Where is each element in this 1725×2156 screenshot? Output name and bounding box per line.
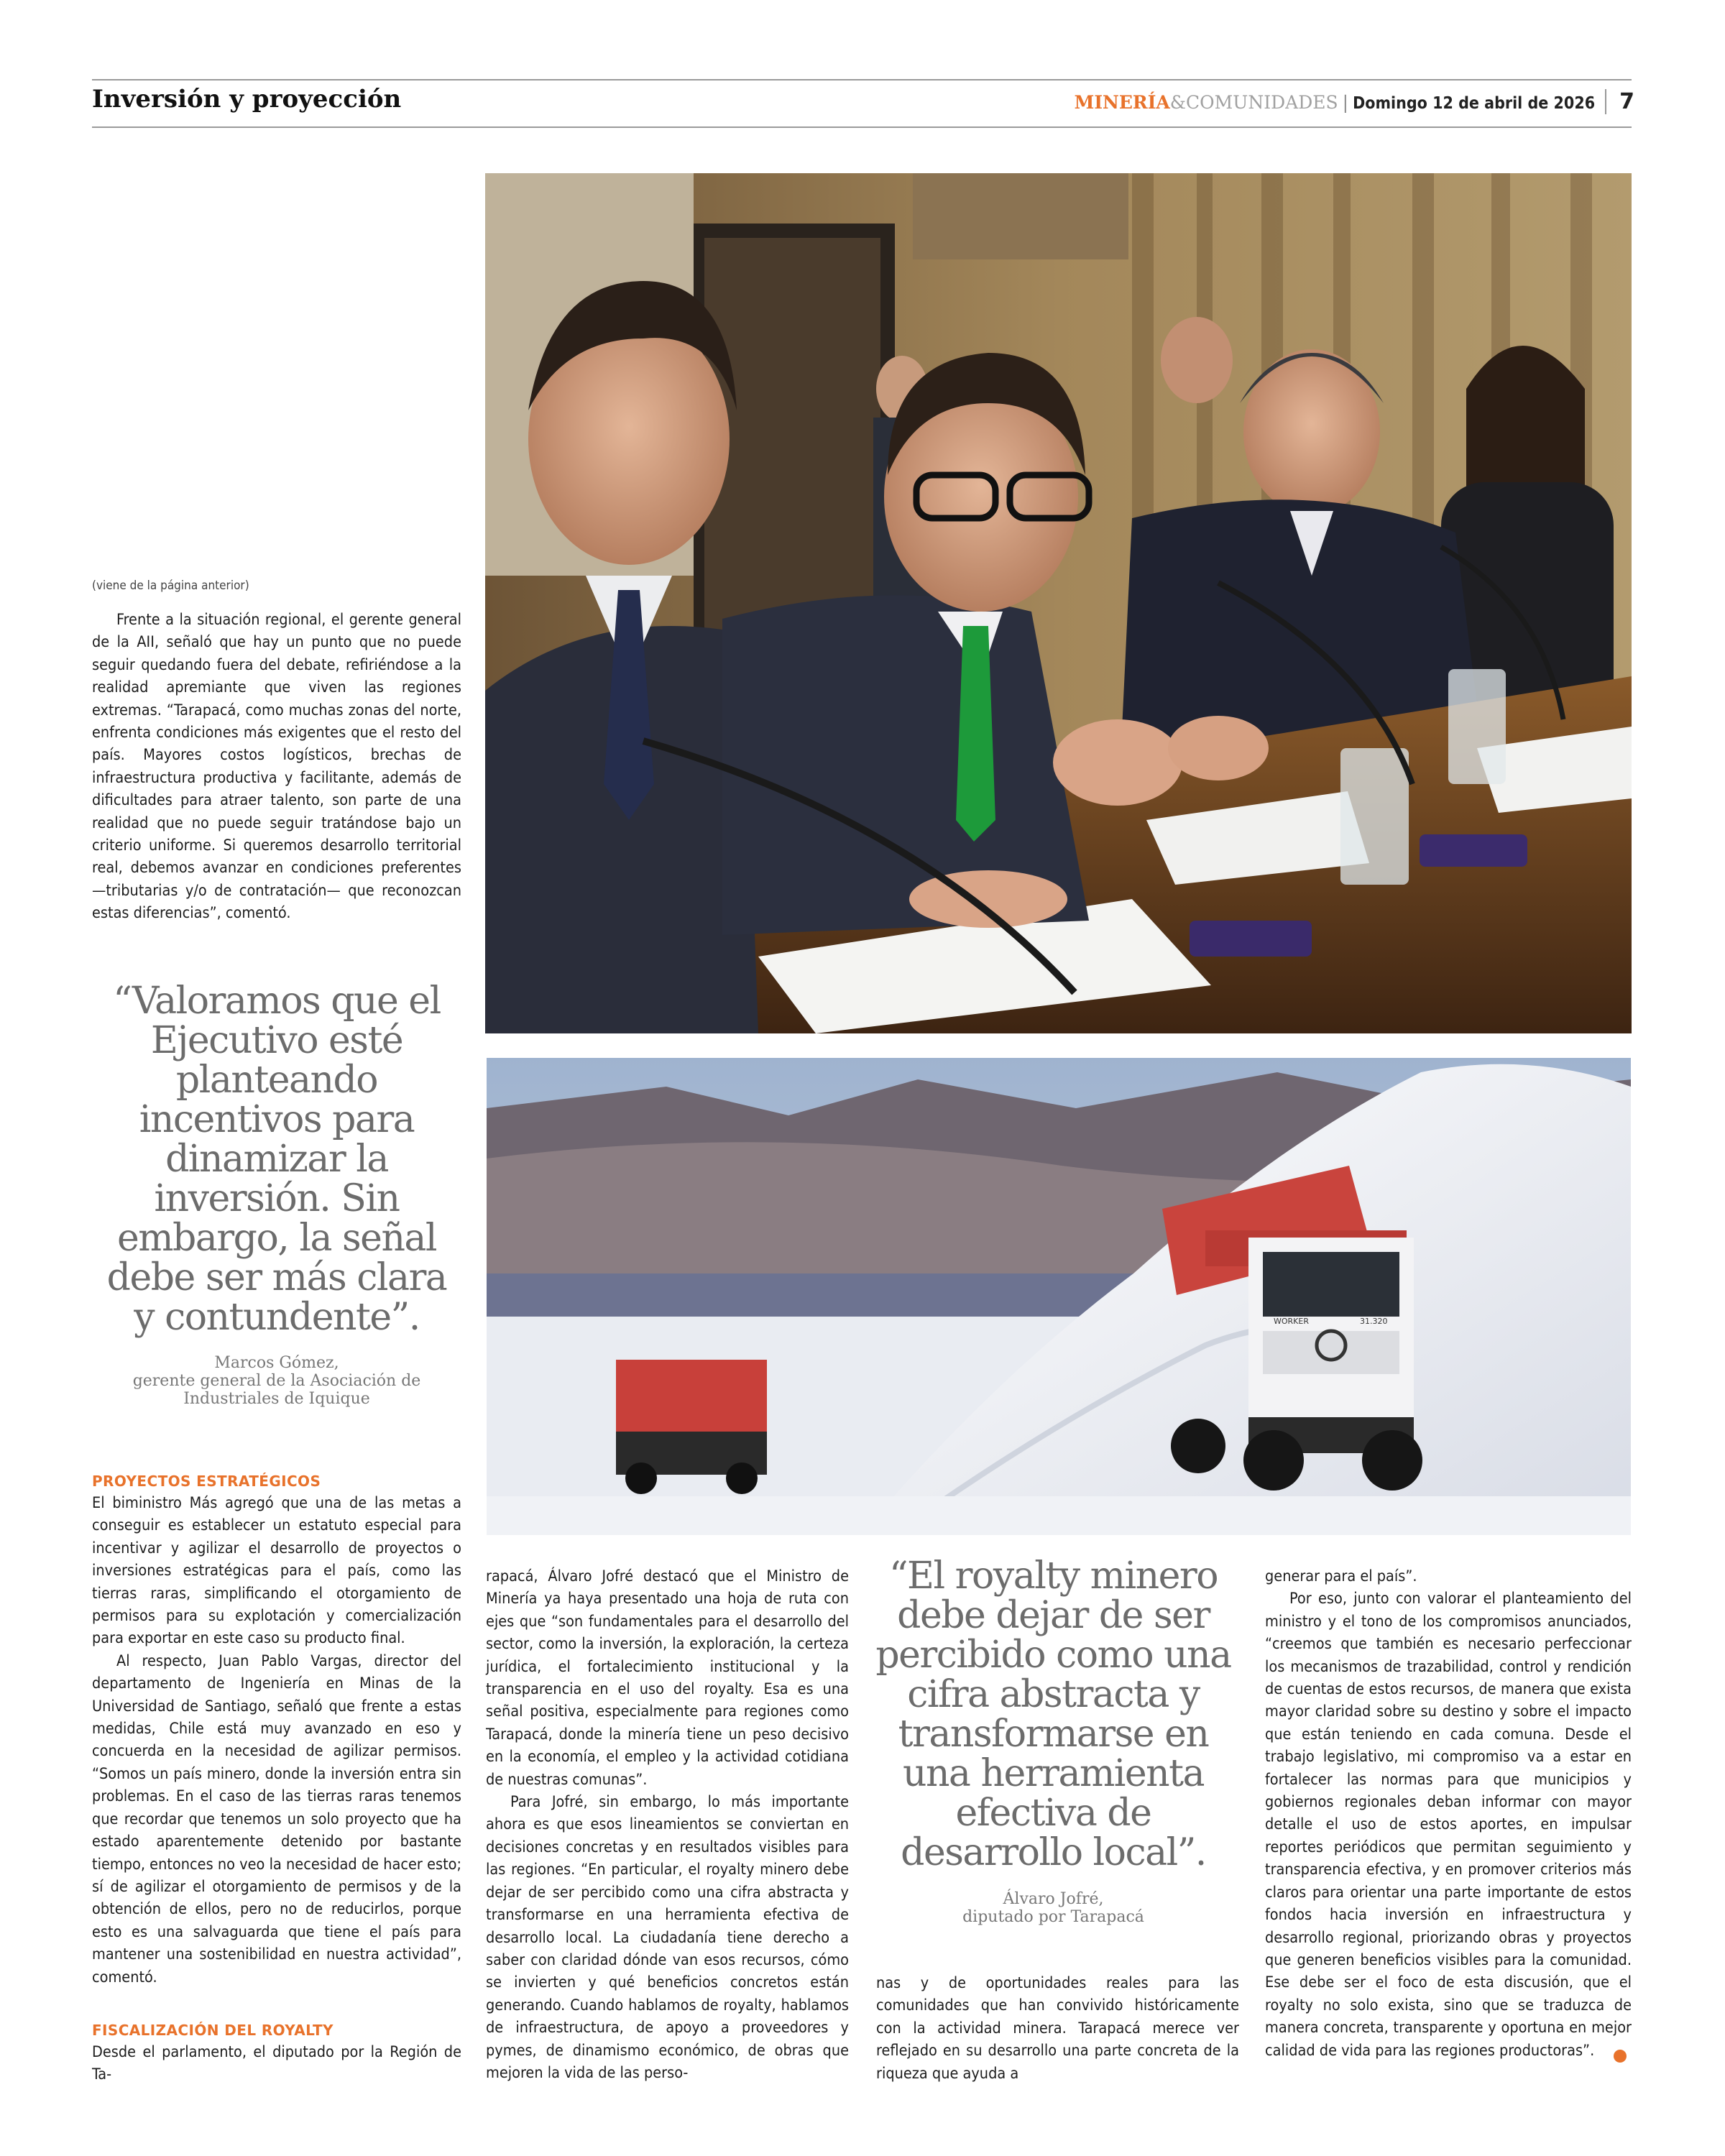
issue-date: Domingo 12 de abril de 2026 bbox=[1353, 94, 1596, 113]
subhead-fiscalizacion: FISCALIZACIÓN DEL ROYALTY bbox=[92, 2022, 334, 2039]
paragraph: rapacá, Álvaro Jofré destacó que el Ministro de Minería ya haya presentado una hoja de ruta con ejes que “son fundamentales para el desarrollo del sector, como la inversión, la exploración, la certeza jurídica, el fortalecimiento institucional y la transparencia en el uso del royalty. Esa es una señal positiva, especialmente para regiones como Tarapacá, donde la minería tiene un peso decisivo en la economía, el empleo y la actividad cotidiana de nuestras comunas”. bbox=[486, 1567, 849, 1789]
section-title: Inversión y proyección bbox=[92, 85, 402, 114]
header-top-rule bbox=[92, 79, 1632, 80]
photo-salt-trucks bbox=[487, 1058, 1631, 1535]
quote-role: gerente general de la Asociación de Industriales de Iquique bbox=[132, 1372, 421, 1408]
header-bottom-rule bbox=[92, 126, 1632, 128]
paragraph: El biministro Más agregó que una de las metas a conseguir es establecer un estatuto especial para incentivar y agilizar el desarrollo de proyectos o inversiones estratégicas para el país, como las tierras raras, simplificando el otorgamiento de permisos para su explotación y comercialización para exportar en este caso su producto final. bbox=[92, 1494, 461, 1648]
quote-name: Álvaro Jofré, bbox=[1003, 1890, 1104, 1908]
paragraph: Para Jofré, sin embargo, lo más importante ahora es que esos lineamientos se conviertan en decisiones concretas y en resultados visibles para las regiones. “En particular, el royalty minero debe dejar de ser percibido como una cifra abstracta y transformarse en una herramienta efectiva de desarrollo local. La ciudadanía tiene derecho a saber con claridad dónde van esos recursos, cómo se invierten y qué beneficios concretos están generando. Cuando hablamos de royalty, hablamos de infraestructura, de apoyo a proveedores y pymes, de dinamismo económico, de obras que mejoren la vida de las perso- bbox=[486, 1793, 849, 2082]
column-1-body bbox=[92, 1492, 461, 1989]
quote-attribution-gomez bbox=[92, 1354, 461, 1408]
column-2 bbox=[486, 1565, 849, 2084]
continued-note: (viene de la página anterior) bbox=[92, 579, 249, 593]
paragraph: Frente a la situación regional, el gerente general de la AII, señaló que hay un punto que no puede seguir quedando fuera del debate, refiriéndose a la realidad apremiante que viven las regiones extremas. “Tarapacá, como muchas zonas del norte, enfrenta condiciones más exigentes que el resto del país. Mayores costos logísticos, brechas de infraestructura productiva y facilitante, además de dificultades para atraer talento, son parte de una realidad que no puede seguir tratándose bajo un criterio uniforme. Si queremos desarrollo territorial real, debemos avanzar en condiciones preferentes —tributarias y/o de contratación— que reconozcan estas diferencias”, comentó. bbox=[92, 611, 461, 923]
article-end-mark bbox=[1614, 2050, 1627, 2063]
paragraph: nas y de oportunidades reales para las comunidades que han convivido históricamente con la actividad minera. Tarapacá merece ver reflejado en su desarrollo una parte concreta de la riqueza que ayuda a bbox=[876, 1974, 1239, 2083]
column-3 bbox=[876, 1972, 1239, 2085]
quote-role: diputado por Tarapacá bbox=[962, 1908, 1144, 1926]
paragraph: Al respecto, Juan Pablo Vargas, director del departamento de Ingeniería en Minas de la Universidad de Santiago, señaló que frente a estas medidas, Chile está muy avanzado en eso y concuerda en la necesidad de agilizar permisos. “Somos un país minero, donde la inversión entra sin problemas. En el caso de las tierras raras tenemos que recordar que tenemos un solo proyecto que ha estado aparentemente detenido por bastante tiempo, entonces no veo la necesidad de hacer esto; sí de agilizar el otorgamiento de permisos y de la obtención de ellos, pero no de reducirlos, porque esto es una salvaguarda que tiene el país para mantener una sostenibilidad en nuestra actividad”, comentó. bbox=[92, 1651, 461, 1986]
pull-quote-jofre: “El royalty minero debe dejar de ser percibido como una cifra abstracta y transformarse en una herramienta efectiva de desarrollo local”. bbox=[875, 1554, 1231, 1874]
truck-model: 31.320 bbox=[1360, 1317, 1388, 1326]
column-1-intro bbox=[92, 609, 461, 925]
photo-press-conference bbox=[485, 173, 1632, 1033]
brand-primary: MINERÍA bbox=[1074, 92, 1170, 113]
quote-attribution-jofre bbox=[872, 1890, 1235, 1926]
salt-trucks-illustration bbox=[487, 1058, 1631, 1535]
paragraph: Por eso, junto con valorar el planteamiento del ministro y el tono de los compromisos anunciados, “creemos que también es necesario perfeccionar los mecanismos de trazabilidad, control y rendición de cuentas de estos recursos, de manera que exista mayor claridad sobre su destino y sobre el impacto que están teniendo en cada comuna. Desde el trabajo legislativo, mi compromiso va a estar en fortalecer las normas para que municipios y gobiernos regionales deban informar con mayor detalle el uso de estos aportes, en impulsar reportes periódicos que permitan seguimiento y transparencia efectiva, y en promover criterios más claros para orientar una parte importante de estos fondos hacia inversión en infraestructura y desarrollo regional, priorizando obras y proyectos que generen beneficios visibles para la comunidad. Ese debe ser el foco de esta discusión, que el royalty no solo exista, sino que se traduzca de manera concreta, transparente y oportuna en mejor calidad de vida para las regiones productoras”. bbox=[1265, 1590, 1632, 2060]
subhead-proyectos: PROYECTOS ESTRATÉGICOS bbox=[92, 1473, 321, 1490]
pull-quote-gomez: “Valoramos que el Ejecutivo esté planteando incentivos para dinamizar la inversión. Sin embargo, la señal debe ser más clara y contundente”. bbox=[106, 980, 447, 1339]
quote-name: Marcos Gómez, bbox=[214, 1354, 339, 1372]
truck-brand: WORKER bbox=[1274, 1317, 1309, 1326]
brand-secondary: &COMUNIDADES bbox=[1169, 92, 1338, 113]
paragraph: Desde el parlamento, el diputado por la Región de Ta- bbox=[92, 2043, 461, 2084]
column-4 bbox=[1265, 1565, 1632, 2062]
press-conference-illustration bbox=[485, 173, 1632, 1033]
masthead-separator: | bbox=[1342, 92, 1349, 113]
masthead bbox=[1075, 89, 1634, 114]
column-1-tail bbox=[92, 2041, 461, 2086]
paragraph: generar para el país”. bbox=[1265, 1567, 1417, 1585]
page-number: 7 bbox=[1605, 89, 1634, 114]
